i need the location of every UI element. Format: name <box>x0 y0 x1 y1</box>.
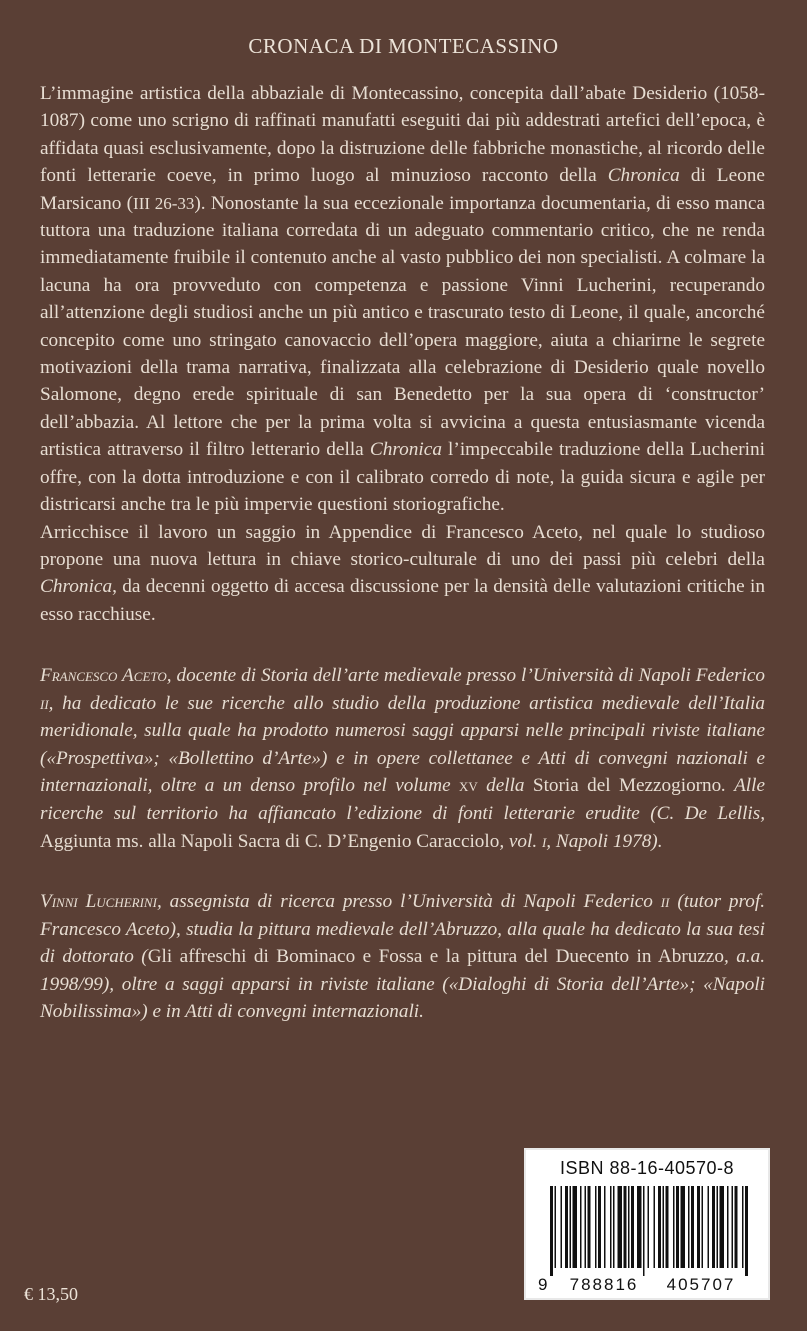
work-title: Gli affreschi di Bominaco e Fossa e la pittura del Duecento in Abruzzo <box>147 946 724 968</box>
barcode-digits-right: 405707 <box>666 1275 736 1294</box>
isbn-barcode-box <box>524 1148 770 1300</box>
barcode-bar <box>663 1186 665 1268</box>
barcode-bar <box>735 1186 738 1268</box>
bio-paragraph <box>40 662 765 855</box>
barcode-bar <box>637 1186 642 1268</box>
barcode-bar <box>588 1186 591 1268</box>
barcode-bar <box>742 1186 744 1268</box>
barcode-bar <box>585 1186 587 1268</box>
barcode-bar <box>631 1186 634 1268</box>
barcode-bar <box>624 1186 627 1268</box>
barcode-bar <box>702 1186 704 1268</box>
blurb-paragraph <box>40 519 765 629</box>
barcode-bar <box>550 1186 553 1276</box>
barcode-icon <box>536 1184 758 1296</box>
roman-numeral: i <box>541 830 547 852</box>
barcode-bar <box>610 1186 612 1268</box>
barcode-bar <box>673 1186 675 1268</box>
text-run: L’immagine artistica della abbaziale di Montecassino, concepita dall’abate Desiderio (1058-1087) come uno scrigno di raffinati manufatti eseguiti dai più addestrati artefici dell’epoca, è affidata quasi esclusivamente, dopo la distruzione delle fabbriche monastiche, al ricordo delle fonti letterarie coeve, in primo luogo al minuzioso racconto della <box>40 83 765 187</box>
work-title: Aggiunta ms. alla Napoli Sacra di C. D’Engenio Caracciolo <box>40 830 500 852</box>
citation: III 26-33 <box>133 193 195 213</box>
barcode-bar <box>595 1186 597 1268</box>
barcode-bar <box>708 1186 710 1268</box>
barcode-bar <box>745 1186 748 1276</box>
work-title: Chronica <box>40 576 113 598</box>
barcode-bar <box>561 1186 563 1268</box>
roman-numeral: xv <box>458 775 478 797</box>
roman-numeral: ii <box>40 692 49 714</box>
barcode-bar <box>565 1186 568 1268</box>
barcode-bar <box>648 1186 650 1268</box>
work-title: Chronica <box>607 165 680 187</box>
author-bio-aceto <box>40 662 765 855</box>
barcode-bar <box>720 1186 725 1268</box>
barcode-bar <box>681 1186 686 1268</box>
barcode-bar <box>691 1186 694 1268</box>
text-run: , assegnista di ricerca presso l’Università di Napoli Federico <box>156 891 661 912</box>
barcode-bar <box>580 1186 582 1268</box>
page-title: CRONACA DI MONTECASSINO <box>248 34 559 58</box>
barcode-bar <box>555 1186 557 1268</box>
barcode-bar <box>688 1186 690 1268</box>
price-label: € 13,50 <box>24 1284 78 1304</box>
roman-numeral: ii <box>660 891 670 912</box>
text-run: C. De Lellis, <box>656 802 765 824</box>
work-title: Chronica <box>369 439 442 461</box>
blurb-text <box>40 80 765 628</box>
text-run: , ha dedicato le sue ricerche allo studio della produzione artistica medievale dell’Italia meridionale, sulla quale ha prodotto numerosi saggi apparsi nelle principali riviste italiane («Prospettiva»; «Bollettino d’Arte») e in opere collettanee e Atti di convegni nazionali e internazionali, oltre a un denso profilo nel volume <box>40 692 765 797</box>
barcode-bar <box>676 1186 679 1268</box>
barcode-bar <box>628 1186 630 1268</box>
text-run: ). Nonostante la sua eccezionale importanza documentaria, di esso manca tuttora una traduzione italiana corredata di un adeguato commentario critico, che ne renda immediatamente fruibile il contenuto anche al vasto pubblico dei non specialisti. A colmare la lacuna ha ora provveduto con competenza e passione Vinni Lucherini, recuperando all’attenzione degli studiosi anche un più antico e trascurato testo di Leone, il quale, ancorché concepito come uno stringato canovaccio dell’opera maggiore, aiuta a chiarirne le segrete motivazioni della trama narrativa, finalizzata alla celebrazione di Desiderio quale novello Salomone, degno erede spirituale di san Benedetto per la sua opera di ‘constructor’ dell’abbazia. Al lettore che per la prima volta si avvicina a questa entusiasmante vicenda artistica attraverso il filtro letterario della <box>40 192 766 461</box>
text-run: Arricchisce il lavoro un saggio in Appendice di Francesco Aceto, nel quale lo studioso propone una nuova lettura in chiave storico-culturale di uno dei passi più celebri della <box>40 521 765 570</box>
author-name: Vinni Lucherini <box>40 891 157 912</box>
barcode-bar <box>666 1186 669 1268</box>
barcode-bar <box>654 1186 656 1268</box>
barcode-digits-left: 788816 <box>569 1275 639 1294</box>
bio-paragraph <box>40 888 765 1026</box>
barcode-bar <box>618 1186 623 1268</box>
text-run: . Alle ricerche sul territorio ha affiancato l’edizione di fonti letterarie erudite ( <box>40 775 765 824</box>
text-run: della <box>477 775 533 797</box>
blurb-paragraph <box>40 80 765 519</box>
barcode-bar <box>604 1186 606 1268</box>
text-run: , docente di Storia dell’arte medievale presso l’Università di Napoli Federico <box>166 665 765 686</box>
barcode-bar <box>570 1186 572 1268</box>
barcode-bar <box>613 1186 615 1268</box>
text-run: di Leone Marsicano ( <box>40 165 765 214</box>
text-run: , a.a. 1998/99), oltre a saggi apparsi in riviste italiane («Dialoghi di Storia dell’Arte»; «Napoli Nobilissima») e in Atti di convegni internazionali. <box>40 946 765 1023</box>
barcode-bar <box>727 1186 729 1268</box>
text-run: , Napoli 1978). <box>546 830 663 852</box>
barcode-bar <box>732 1186 734 1268</box>
text-run: (tutor prof. Francesco Aceto), studia la pittura medievale dell’Abruzzo, alla quale ha dedicato la sua tesi di dottorato ( <box>40 891 765 968</box>
barcode-bar <box>643 1186 645 1276</box>
barcode-bar <box>598 1186 601 1268</box>
barcode-bar <box>658 1186 661 1268</box>
barcode-bar <box>573 1186 578 1268</box>
barcode-bar <box>717 1186 719 1268</box>
barcode-bar <box>712 1186 715 1268</box>
barcode-bar <box>697 1186 700 1268</box>
text-run: , da decenni oggetto di accesa discussione per la densità delle valutazioni critiche in esso racchiuse. <box>40 576 765 625</box>
barcode-digit-first: 9 <box>538 1275 548 1294</box>
author-name: Francesco Aceto <box>40 665 167 686</box>
text-run: l’impeccabile traduzione della Lucherini offre, con la dotta introduzione e con il calibrato corredo di note, la guida sicura e agile per districarsi anche tra le più impervie questioni storiografiche. <box>40 439 765 516</box>
isbn-label: ISBN 88-16-40570-8 <box>559 1158 735 1178</box>
work-title: Storia del Mezzogiorno <box>532 775 722 797</box>
text-run: , vol. <box>499 830 542 852</box>
author-bio-lucherini <box>40 888 765 1026</box>
